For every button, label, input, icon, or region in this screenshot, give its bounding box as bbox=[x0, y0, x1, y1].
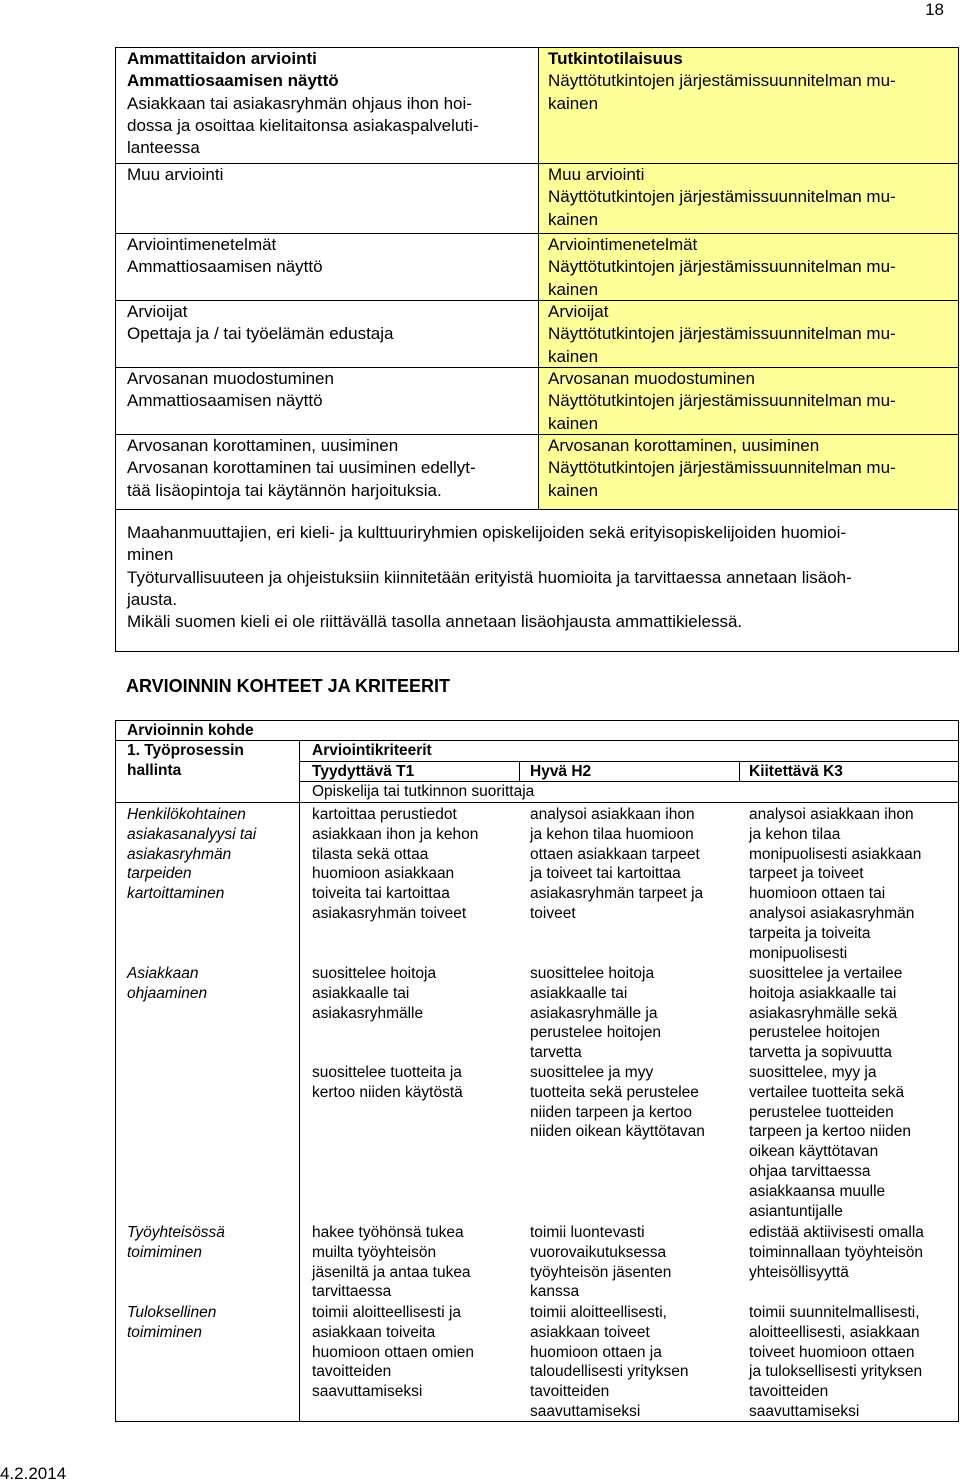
right-block-improve bbox=[539, 435, 958, 510]
right-block-grading bbox=[539, 368, 958, 435]
grid-line bbox=[519, 761, 520, 781]
row-target-line: asiakasanalyysi tai bbox=[127, 825, 257, 843]
left-block-line: Ammattiosaamisen näyttö bbox=[127, 257, 323, 277]
row-target bbox=[127, 1303, 295, 1343]
row-k3-line: tarpeet ja toiveet bbox=[749, 865, 864, 883]
level-t1: Tyydyttävä T1 bbox=[312, 763, 415, 780]
row-t1-line bbox=[312, 1043, 522, 1063]
row-target-line: toimiminen bbox=[127, 1323, 202, 1341]
right-block-line: kainen bbox=[548, 346, 599, 366]
row-k3-line: yhteisöllisyyttä bbox=[749, 1263, 849, 1281]
right-block-line: Näyttötutkintojen järjestämissuunnitelman mu- bbox=[548, 71, 896, 91]
row-k3 bbox=[749, 964, 954, 1221]
grid-line bbox=[739, 761, 740, 781]
row-h2-line: niiden tarpeen ja kertoo bbox=[530, 1103, 693, 1121]
left-block-line: dossa ja osoittaa kielitaitonsa asiakaspalveluti- bbox=[127, 115, 479, 135]
row-k3-line: tarvetta ja sopivuutta bbox=[749, 1044, 893, 1062]
left-block-line: tää lisäopintoja tai käytännön harjoituksia. bbox=[127, 480, 442, 500]
right-block-line: Arvioijat bbox=[548, 302, 609, 321]
left-block-exam bbox=[116, 48, 538, 164]
row-h2-line: ottaen asiakkaan tarpeet bbox=[530, 845, 700, 863]
row-t1-line: suosittelee hoitoja bbox=[312, 965, 437, 982]
row-target-line: Asiakkaan bbox=[127, 965, 199, 982]
right-block-line: kainen bbox=[548, 209, 599, 229]
target-group bbox=[127, 741, 244, 781]
row-target-line: Henkilökohtainen bbox=[127, 806, 246, 823]
row-t1-line: kertoo niiden käytöstä bbox=[312, 1083, 463, 1101]
right-block-line: kainen bbox=[548, 279, 599, 299]
right-block-line: Muu arviointi bbox=[548, 165, 645, 184]
row-h2-line: saavuttamiseksi bbox=[530, 1402, 641, 1420]
criteria-header: Arviointikriteerit bbox=[312, 742, 432, 759]
row-k3 bbox=[749, 805, 954, 963]
note-line: Työturvallisuuteen ja ohjeistuksiin kiinnitetään erityistä huomioita ja tarvittaessa annetaan lisäoh- bbox=[127, 567, 852, 587]
row-h2-line: asiakasryhmän tarpeet ja bbox=[530, 885, 704, 903]
right-block-line: kainen bbox=[548, 93, 599, 113]
right-block-title: Tutkintotilaisuus bbox=[548, 49, 683, 68]
row-k3-line: monipuolisesti bbox=[749, 944, 848, 962]
criteria-table bbox=[115, 720, 959, 1422]
row-h2-line: toiveet bbox=[530, 904, 576, 922]
note-line: jausta. bbox=[127, 589, 178, 609]
left-block-grading bbox=[116, 368, 538, 435]
row-k3 bbox=[749, 1223, 954, 1282]
right-block-line: Näyttötutkintojen järjestämissuunnitelman mu- bbox=[548, 187, 896, 207]
left-block-line: Ammattiosaamisen näyttö bbox=[127, 391, 323, 411]
row-t1-line: suosittelee tuotteita ja bbox=[312, 1063, 462, 1081]
right-block-line: Näyttötutkintojen järjestämissuunnitelman mu- bbox=[548, 391, 896, 411]
right-block-line: Näyttötutkintojen järjestämissuunnitelman mu- bbox=[548, 257, 896, 277]
assessment-notes bbox=[127, 522, 951, 633]
row-h2-line: suosittelee ja myy bbox=[530, 1063, 654, 1081]
row-h2 bbox=[530, 1303, 740, 1422]
row-k3-line: hoitoja asiakkaalle tai bbox=[749, 984, 897, 1002]
row-k3-line: tarpeita ja toiveita bbox=[749, 924, 871, 942]
row-h2-line: työyhteisön jäsenten bbox=[530, 1263, 672, 1281]
left-block-assessors bbox=[116, 301, 538, 368]
grid-line bbox=[299, 740, 300, 1421]
row-k3-line: huomioon ottaen tai bbox=[749, 885, 886, 903]
right-block-line: Näyttötutkintojen järjestämissuunnitelman mu- bbox=[548, 324, 896, 344]
row-k3-line: suosittelee, myy ja bbox=[749, 1063, 877, 1081]
row-t1-line: toimii aloitteellisesti ja bbox=[312, 1304, 462, 1321]
row-h2-line: perustelee hoitojen bbox=[530, 1024, 661, 1042]
assessment-box bbox=[115, 47, 959, 652]
left-block-line: Arvosanan korottaminen, uusiminen bbox=[127, 436, 399, 455]
right-block-exam bbox=[539, 48, 958, 164]
right-block-line: kainen bbox=[548, 413, 599, 433]
row-k3-line: perustelee hoitojen bbox=[749, 1024, 880, 1042]
right-block-line: kainen bbox=[548, 480, 599, 500]
row-k3-line: tavoitteiden bbox=[749, 1383, 829, 1401]
row-t1-line: hakee työhönsä tukea bbox=[312, 1224, 464, 1241]
row-k3-line: edistää aktiivisesti omalla bbox=[749, 1224, 924, 1241]
row-target bbox=[127, 1223, 295, 1263]
row-h2-line: suosittelee hoitoja bbox=[530, 965, 655, 982]
row-h2-line: ja toiveet tai kartoittaa bbox=[530, 865, 681, 883]
row-k3-line: asiakasryhmälle sekä bbox=[749, 1004, 898, 1022]
row-k3-line: ohjaa tarvittaessa bbox=[749, 1162, 871, 1180]
right-block-other bbox=[539, 164, 958, 234]
row-t1-line: asiakkaalle tai bbox=[312, 984, 410, 1002]
right-block-line: Näyttötutkintojen järjestämissuunnitelman mu- bbox=[548, 458, 896, 478]
row-k3-line: toiveet huomioon ottaen bbox=[749, 1343, 915, 1361]
row-t1-line: tarvittaessa bbox=[312, 1283, 392, 1301]
left-block-line: Arvioijat bbox=[127, 302, 188, 321]
row-h2-line: kanssa bbox=[530, 1283, 580, 1301]
row-h2-line: huomioon ottaen ja bbox=[530, 1343, 662, 1361]
left-block-line: Opettaja ja / tai työelämän edustaja bbox=[127, 324, 394, 344]
row-k3-line: ja kehon tilaa bbox=[749, 825, 841, 843]
row-h2-line: vuorovaikutuksessa bbox=[530, 1243, 667, 1261]
level-k3: Kiitettävä K3 bbox=[749, 763, 843, 780]
row-k3-line: aloitteellisesti, asiakkaan bbox=[749, 1323, 920, 1341]
row-target-line: ohjaaminen bbox=[127, 984, 208, 1002]
row-t1-line: toiveita tai kartoittaa bbox=[312, 885, 450, 903]
row-t1-line: asiakasryhmälle bbox=[312, 1004, 424, 1022]
page-number: 18 bbox=[925, 0, 944, 19]
note-line: Maahanmuuttajien, eri kieli- ja kulttuuriryhmien opiskelijoiden sekä erityisopiskelijoiden huomioi- bbox=[127, 523, 847, 542]
row-t1-line: tilasta sekä ottaa bbox=[312, 845, 429, 863]
row-target-line: Tuloksellinen bbox=[127, 1304, 217, 1321]
row-h2-line: toimii luontevasti bbox=[530, 1224, 645, 1241]
left-block-title: Ammattitaidon arviointi bbox=[127, 49, 317, 68]
left-block-subtitle: Ammattiosaamisen näyttö bbox=[127, 71, 339, 91]
row-h2-line: asiakasryhmälle ja bbox=[530, 1004, 658, 1022]
grid-line bbox=[116, 802, 958, 803]
note-line: Mikäli suomen kieli ei ole riittävällä tasolla annetaan lisäohjausta ammattikielessä. bbox=[127, 612, 743, 632]
left-block-improve bbox=[116, 435, 538, 510]
row-k3-line: perustelee tuotteiden bbox=[749, 1103, 894, 1121]
row-h2-line: ja kehon tilaa huomioon bbox=[530, 825, 694, 843]
row-t1-line: huomioon ottaen omien bbox=[312, 1343, 475, 1361]
row-target-line: asiakasryhmän bbox=[127, 845, 232, 863]
row-target bbox=[127, 964, 295, 1004]
row-target-line: toimiminen bbox=[127, 1243, 202, 1261]
row-h2-line: analysoi asiakkaan ihon bbox=[530, 806, 695, 823]
row-k3-line: asiantuntijalle bbox=[749, 1202, 843, 1220]
row-t1-line bbox=[312, 1023, 522, 1043]
row-k3-line: asiakkaansa muulle bbox=[749, 1182, 886, 1200]
row-h2-line: asiakkaalle tai bbox=[530, 984, 628, 1002]
row-target-line: tarpeiden bbox=[127, 865, 192, 883]
row-t1-line: asiakasryhmän toiveet bbox=[312, 904, 467, 922]
row-k3 bbox=[749, 1303, 954, 1422]
left-block-line: Muu arviointi bbox=[127, 165, 224, 184]
row-k3-line: oikean käyttötavan bbox=[749, 1143, 879, 1161]
right-block-line: Arviointimenetelmät bbox=[548, 235, 698, 254]
row-t1-line: asiakkaan toiveita bbox=[312, 1323, 436, 1341]
left-block-other bbox=[116, 164, 538, 234]
row-t1 bbox=[312, 805, 522, 924]
row-k3-line: suosittelee ja vertailee bbox=[749, 965, 903, 982]
left-block-line: Arvosanan muodostuminen bbox=[127, 369, 334, 388]
row-t1-line: saavuttamiseksi bbox=[312, 1383, 423, 1401]
row-h2-line: tarvetta bbox=[530, 1044, 582, 1062]
target-header: Arvioinnin kohde bbox=[127, 722, 254, 739]
row-h2-line: asiakkaan toiveet bbox=[530, 1323, 650, 1341]
row-h2-line: taloudellisesti yrityksen bbox=[530, 1363, 689, 1381]
row-k3-line: tarpeen ja kertoo niiden bbox=[749, 1123, 912, 1141]
left-block-line: Arvosanan korottaminen tai uusiminen edellyt- bbox=[127, 458, 476, 478]
assessment-left-column bbox=[116, 48, 538, 510]
footer-date: 4.2.2014 bbox=[0, 1464, 67, 1483]
row-h2-line: toimii aloitteellisesti, bbox=[530, 1304, 667, 1321]
target-group-line: 1. Työprosessin bbox=[127, 742, 244, 759]
row-t1 bbox=[312, 1303, 522, 1402]
level-h2: Hyvä H2 bbox=[530, 763, 592, 780]
row-h2 bbox=[530, 805, 740, 924]
row-k3-line: toiminnallaan työyhteisön bbox=[749, 1243, 924, 1261]
target-group-line: hallinta bbox=[127, 761, 182, 779]
row-k3-line: saavuttamiseksi bbox=[749, 1402, 860, 1420]
row-target bbox=[127, 805, 295, 904]
row-t1-line: muilta työyhteisön bbox=[312, 1243, 437, 1261]
row-t1-line: asiakkaan ihon ja kehon bbox=[312, 825, 479, 843]
row-target-line: kartoittaminen bbox=[127, 885, 225, 903]
left-block-methods bbox=[116, 234, 538, 301]
row-k3-line: analysoi asiakasryhmän bbox=[749, 904, 915, 922]
assessment-right-column bbox=[538, 48, 958, 510]
row-k3-line: vertailee tuotteita sekä bbox=[749, 1083, 905, 1101]
row-t1-line: tavoitteiden bbox=[312, 1363, 392, 1381]
right-block-methods bbox=[539, 234, 958, 301]
row-h2-line: tavoitteiden bbox=[530, 1383, 610, 1401]
left-block-line: Asiakkaan tai asiakasryhmän ohjaus ihon hoi- bbox=[127, 93, 472, 113]
right-block-assessors bbox=[539, 301, 958, 368]
row-t1-line: huomioon asiakkaan bbox=[312, 865, 455, 883]
row-t1 bbox=[312, 964, 522, 1103]
note-line: minen bbox=[127, 545, 174, 565]
row-target-line: Työyhteisössä bbox=[127, 1224, 225, 1241]
row-h2-line: tuotteita sekä perustelee bbox=[530, 1083, 699, 1101]
row-k3-line: ja tuloksellisesti yrityksen bbox=[749, 1363, 923, 1381]
row-t1 bbox=[312, 1223, 522, 1302]
criteria-subheader: Opiskelija tai tutkinnon suorittaja bbox=[312, 783, 535, 800]
row-t1-line: jäseniltä ja antaa tukea bbox=[312, 1263, 471, 1281]
row-t1-line: kartoittaa perustiedot bbox=[312, 806, 457, 823]
left-block-line: Arviointimenetelmät bbox=[127, 235, 277, 254]
row-k3-line: toimii suunnitelmallisesti, bbox=[749, 1304, 920, 1321]
right-block-line: Arvosanan muodostuminen bbox=[548, 369, 755, 388]
row-h2 bbox=[530, 1223, 740, 1302]
left-block-line: lanteessa bbox=[127, 138, 200, 158]
right-block-line: Arvosanan korottaminen, uusiminen bbox=[548, 436, 820, 455]
row-k3-line: analysoi asiakkaan ihon bbox=[749, 806, 914, 823]
section-heading: ARVIOINNIN KOHTEET JA KRITEERIT bbox=[126, 676, 451, 696]
row-k3-line: monipuolisesti asiakkaan bbox=[749, 845, 922, 863]
row-h2-line: niiden oikean käyttötavan bbox=[530, 1123, 705, 1141]
row-h2 bbox=[530, 964, 740, 1142]
